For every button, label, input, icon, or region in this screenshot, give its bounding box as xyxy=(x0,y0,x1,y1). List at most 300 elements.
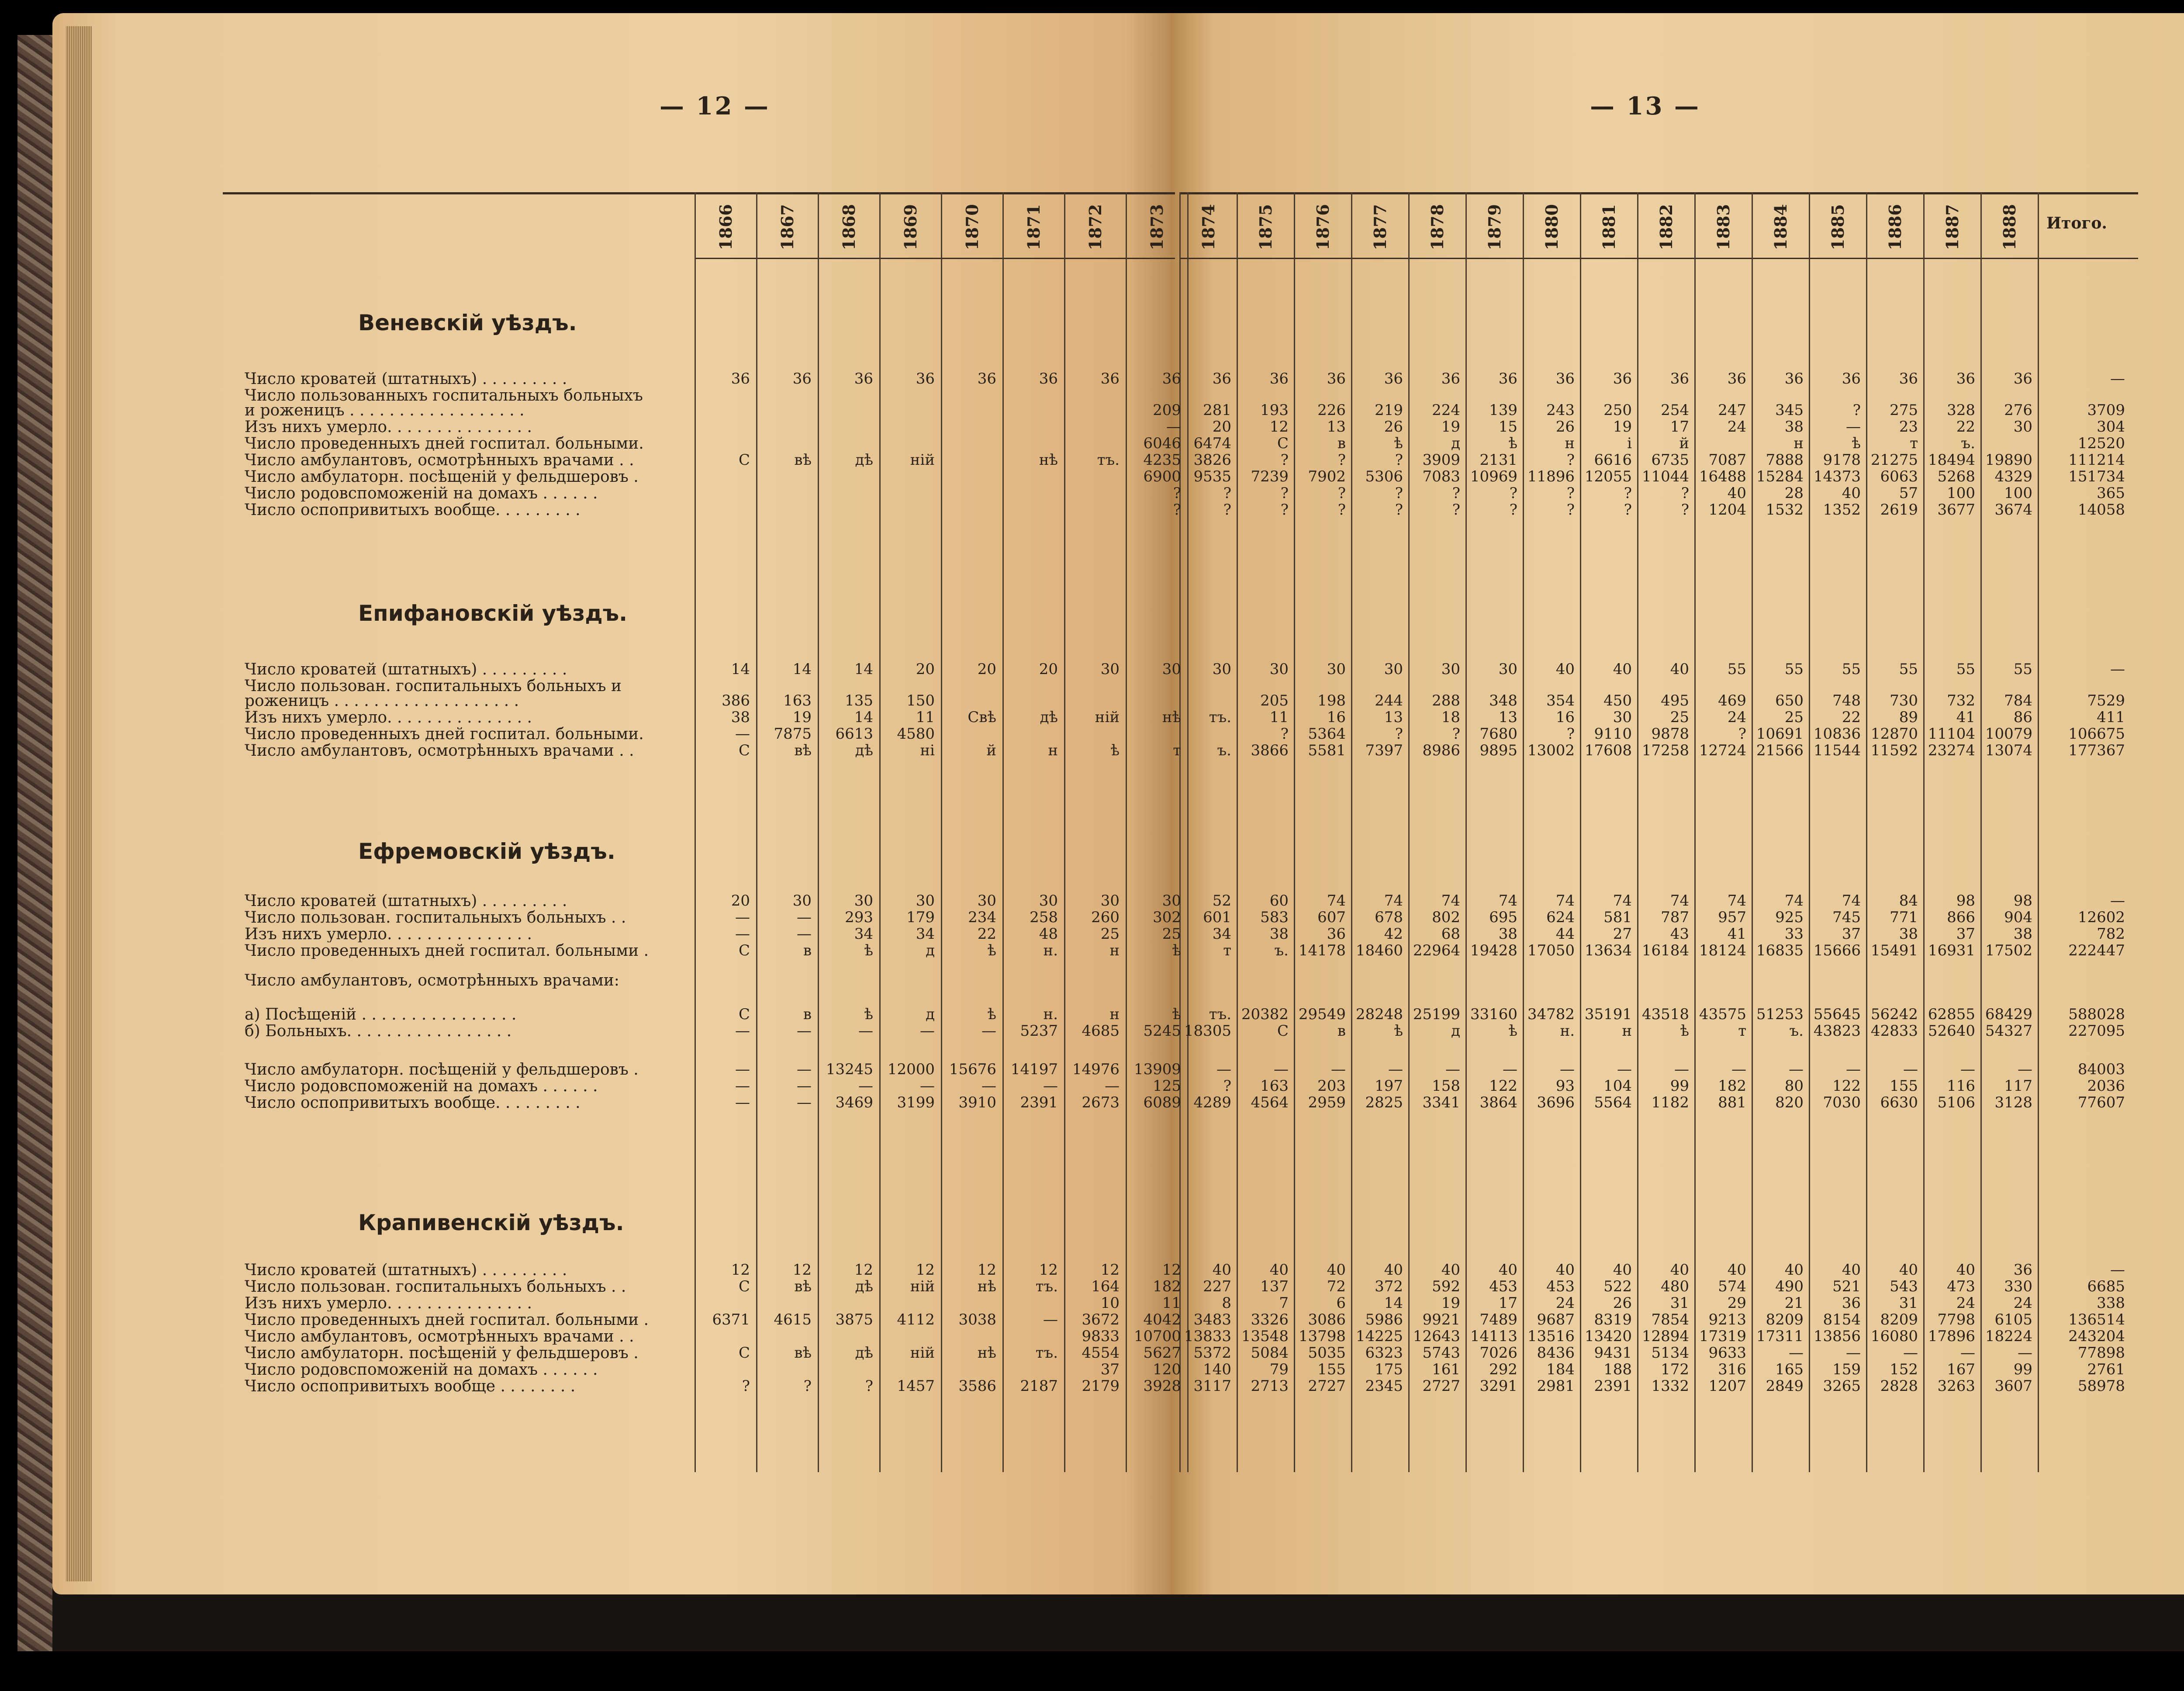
row-label: Число пользован. госпитальныхъ больныхъ . . xyxy=(245,1279,626,1295)
data-cell: ? xyxy=(1337,451,1346,469)
data-cell: 40 xyxy=(1899,1261,1918,1279)
data-cell: 30 xyxy=(1212,660,1231,678)
data-cell: 745 xyxy=(1832,909,1861,926)
data-cell: 338 xyxy=(2097,1294,2125,1312)
row-label: Число проведенныхъ дней госпитал. больными . xyxy=(245,943,649,959)
data-cell: С xyxy=(738,451,750,469)
data-cell: ? xyxy=(1681,501,1689,519)
data-cell: 7397 xyxy=(1365,742,1403,759)
data-cell: 60 xyxy=(1269,892,1289,909)
data-cell: 31 xyxy=(1670,1294,1689,1312)
data-cell: ѣ xyxy=(1680,1022,1689,1040)
data-cell: н. xyxy=(1043,1006,1058,1023)
data-cell: 9431 xyxy=(1594,1344,1632,1362)
data-cell: 40 xyxy=(1727,484,1746,502)
data-cell: С xyxy=(1277,435,1289,452)
data-cell: 74 xyxy=(1784,892,1804,909)
data-cell: 42833 xyxy=(1870,1022,1918,1040)
data-cell: 13798 xyxy=(1298,1328,1346,1345)
data-cell: дѣ xyxy=(1040,709,1058,726)
data-cell: 151734 xyxy=(2068,468,2125,485)
year-header: 1877 xyxy=(1370,204,1390,250)
data-cell: 8209 xyxy=(1880,1311,1918,1328)
data-cell: 17311 xyxy=(1756,1328,1804,1345)
data-cell: 19 xyxy=(1441,418,1460,436)
data-cell: 3586 xyxy=(958,1377,996,1395)
data-cell: 5035 xyxy=(1308,1344,1346,1362)
data-cell: 25 xyxy=(1100,925,1120,943)
data-cell: 243204 xyxy=(2068,1328,2125,1345)
data-cell: 411 xyxy=(2097,709,2125,726)
row-label: а) Посѣщеній . . . . . . . . . . . . . . . . xyxy=(245,1007,517,1023)
data-cell: 84003 xyxy=(2077,1061,2125,1078)
data-cell: 304 xyxy=(2097,418,2125,436)
data-cell: 20382 xyxy=(1241,1006,1289,1023)
data-cell: 4564 xyxy=(1251,1094,1289,1111)
data-cell: — xyxy=(981,1022,996,1040)
data-cell: нѣ xyxy=(977,1344,996,1362)
data-cell: 224 xyxy=(1432,401,1460,419)
data-cell: тъ. xyxy=(1035,1344,1058,1362)
data-cell: 5134 xyxy=(1651,1344,1689,1362)
data-cell: 140 xyxy=(1203,1361,1231,1378)
data-cell: 592 xyxy=(1432,1278,1460,1295)
year-header: 1873 xyxy=(1147,204,1167,250)
data-cell: — xyxy=(735,725,750,743)
data-cell: ѣ xyxy=(864,942,873,959)
data-cell: н xyxy=(1794,435,1804,452)
data-cell: 16931 xyxy=(1928,942,1975,959)
data-cell: 12 xyxy=(1100,1261,1120,1279)
year-header: 1880 xyxy=(1541,204,1562,250)
data-cell: 581 xyxy=(1603,909,1632,926)
total-header: Итого. xyxy=(2046,214,2107,232)
data-cell: ? xyxy=(1566,725,1575,743)
data-cell: 14058 xyxy=(2077,501,2125,519)
data-cell: — xyxy=(735,1022,750,1040)
data-cell: 14373 xyxy=(1813,468,1861,485)
data-cell: 30 xyxy=(1384,660,1403,678)
data-cell: 40 xyxy=(1269,1261,1289,1279)
data-cell: 159 xyxy=(1832,1361,1861,1378)
data-cell: 2391 xyxy=(1020,1094,1058,1111)
data-cell: 6900 xyxy=(1143,468,1181,485)
data-cell: ѣ xyxy=(1508,435,1517,452)
row-label: Число кроватей (штатныхъ) . . . . . . . . . xyxy=(245,371,567,387)
data-cell: в xyxy=(1337,1022,1346,1040)
data-cell: 55 xyxy=(1784,660,1804,678)
data-cell: 14 xyxy=(731,660,750,678)
data-cell: 9633 xyxy=(1708,1344,1746,1362)
data-cell: 38 xyxy=(1784,418,1804,436)
data-cell: 57 xyxy=(1899,484,1918,502)
book-cover-left xyxy=(17,35,52,1651)
data-cell: 275 xyxy=(1890,401,1918,419)
data-cell: 6630 xyxy=(1880,1094,1918,1111)
data-cell: ъ. xyxy=(1789,1022,1804,1040)
data-cell: 86 xyxy=(2013,709,2032,726)
data-cell: 36 xyxy=(731,370,750,387)
data-cell: 8209 xyxy=(1766,1311,1804,1328)
data-cell: 33160 xyxy=(1470,1006,1517,1023)
data-cell: 43823 xyxy=(1813,1022,1861,1040)
data-cell: ѣ xyxy=(1394,435,1403,452)
data-cell: 158 xyxy=(1432,1077,1460,1095)
data-cell: 11544 xyxy=(1813,742,1861,759)
data-cell: 36 xyxy=(1100,370,1120,387)
row-label: Число амбулаторн. посѣщеній у фельдшеровъ . xyxy=(245,1062,639,1078)
data-cell: — xyxy=(858,1077,873,1095)
data-cell: 106675 xyxy=(2068,725,2125,743)
header-bottom-rule-right xyxy=(1179,258,2138,259)
data-cell: 607 xyxy=(1317,909,1346,926)
data-cell: 12 xyxy=(1039,1261,1058,1279)
data-cell: 203 xyxy=(1317,1077,1346,1095)
data-cell: 17 xyxy=(1670,418,1689,436)
data-cell: ? xyxy=(1280,484,1289,502)
data-cell: 98 xyxy=(1956,892,1975,909)
data-cell: 330 xyxy=(2004,1278,2032,1295)
data-cell: 36 xyxy=(854,370,873,387)
data-cell: 17319 xyxy=(1699,1328,1746,1345)
data-cell: — xyxy=(797,1061,812,1078)
data-cell: 10700 xyxy=(1133,1328,1181,1345)
data-cell: 6685 xyxy=(2087,1278,2125,1295)
data-cell: — xyxy=(735,925,750,943)
data-cell: 19 xyxy=(1441,1294,1460,1312)
data-cell: 14 xyxy=(1384,1294,1403,1312)
data-cell: 30 xyxy=(1441,660,1460,678)
data-cell: 24 xyxy=(2013,1294,2032,1312)
data-cell: 26 xyxy=(1613,1294,1632,1312)
data-cell: — xyxy=(1560,1061,1575,1078)
data-cell: 5743 xyxy=(1422,1344,1460,1362)
data-cell: 37 xyxy=(1100,1361,1120,1378)
data-cell: 36 xyxy=(916,370,935,387)
data-cell: ? xyxy=(1509,501,1517,519)
data-cell: 5627 xyxy=(1143,1344,1181,1362)
data-cell: — xyxy=(2018,1344,2032,1362)
year-header: 1885 xyxy=(1828,204,1848,250)
data-cell: 2849 xyxy=(1766,1377,1804,1395)
data-cell: 1532 xyxy=(1766,501,1804,519)
data-cell: 122 xyxy=(1832,1077,1861,1095)
data-cell: 2345 xyxy=(1365,1377,1403,1395)
data-cell: 182 xyxy=(1153,1278,1181,1295)
data-cell: — xyxy=(981,1077,996,1095)
data-cell: 55 xyxy=(1842,660,1861,678)
data-cell: 8986 xyxy=(1422,742,1460,759)
data-cell: ? xyxy=(1280,451,1289,469)
data-cell: 40 xyxy=(1670,660,1689,678)
data-cell: 163 xyxy=(783,692,812,709)
data-cell: 22 xyxy=(977,925,996,943)
data-cell: 12 xyxy=(916,1261,935,1279)
data-cell: 8 xyxy=(1222,1294,1231,1312)
data-cell: 74 xyxy=(1727,892,1746,909)
data-cell: 135 xyxy=(845,692,873,709)
data-cell: — xyxy=(1846,1061,1861,1078)
data-cell: 36 xyxy=(1842,370,1861,387)
data-cell: 30 xyxy=(854,892,873,909)
data-cell: 48 xyxy=(1039,925,1058,943)
data-cell: д xyxy=(1451,1022,1460,1040)
data-cell: 34782 xyxy=(1527,1006,1575,1023)
data-cell: 10 xyxy=(1100,1294,1120,1312)
data-cell: 42 xyxy=(1384,925,1403,943)
data-cell: 521 xyxy=(1832,1278,1861,1295)
data-cell: 184 xyxy=(1546,1361,1575,1378)
data-cell: 12870 xyxy=(1870,725,1918,743)
data-cell: ? xyxy=(1395,725,1403,743)
data-cell: — xyxy=(1903,1061,1918,1078)
data-cell: 30 xyxy=(1100,660,1120,678)
data-cell: 2187 xyxy=(1020,1377,1058,1395)
data-cell: 13 xyxy=(1384,709,1403,726)
data-cell: 292 xyxy=(1489,1361,1517,1378)
data-cell: 495 xyxy=(1661,692,1689,709)
data-cell: 281 xyxy=(1203,401,1231,419)
data-cell: 7030 xyxy=(1823,1094,1861,1111)
data-cell: н xyxy=(1109,942,1120,959)
data-cell: 74 xyxy=(1327,892,1346,909)
data-cell: т xyxy=(1223,942,1231,959)
data-cell: ? xyxy=(1337,484,1346,502)
data-cell: 226 xyxy=(1317,401,1346,419)
row-label: Число оспопривитыхъ вообще. . . . . . . . . xyxy=(245,502,581,518)
data-cell: ѣ xyxy=(987,1006,996,1023)
data-cell: 30 xyxy=(1498,660,1517,678)
data-cell: 9878 xyxy=(1651,725,1689,743)
data-cell: 2673 xyxy=(1082,1094,1120,1111)
data-cell: 9535 xyxy=(1193,468,1231,485)
year-header: 1866 xyxy=(715,204,736,250)
data-cell: 20 xyxy=(731,892,750,909)
data-cell: 21566 xyxy=(1756,742,1804,759)
data-cell: 881 xyxy=(1718,1094,1746,1111)
data-cell: нѣ xyxy=(1039,451,1058,469)
data-cell: 784 xyxy=(2004,692,2032,709)
data-cell: Свѣ xyxy=(968,709,996,726)
data-cell: 3117 xyxy=(1193,1377,1231,1395)
data-cell: н xyxy=(1048,742,1058,759)
data-cell: 624 xyxy=(1546,909,1575,926)
data-cell: 6089 xyxy=(1143,1094,1181,1111)
data-cell: 473 xyxy=(1947,1278,1975,1295)
row-label: Число амбулантовъ, осмотрѣнныхъ врачами . . xyxy=(245,1329,634,1345)
data-cell: 36 xyxy=(1498,370,1517,387)
data-cell: 30 xyxy=(1039,892,1058,909)
data-cell: 19 xyxy=(792,709,812,726)
data-cell: 9213 xyxy=(1708,1311,1746,1328)
data-cell: 197 xyxy=(1375,1077,1403,1095)
data-cell: 36 xyxy=(1555,370,1575,387)
data-cell: 40 xyxy=(1498,1261,1517,1279)
data-cell: 16184 xyxy=(1641,942,1689,959)
data-cell: — xyxy=(920,1077,935,1095)
data-cell: 14 xyxy=(854,660,873,678)
data-cell: 205 xyxy=(1260,692,1289,709)
data-cell: 36 xyxy=(1670,370,1689,387)
data-cell: 453 xyxy=(1489,1278,1517,1295)
data-cell: С xyxy=(738,1006,750,1023)
data-cell: 13002 xyxy=(1527,742,1575,759)
data-cell: 904 xyxy=(2004,909,2032,926)
data-cell: 13420 xyxy=(1584,1328,1632,1345)
data-cell: 15 xyxy=(1498,418,1517,436)
data-cell: 1457 xyxy=(897,1377,935,1395)
section-title: Веневскій уѣздъ. xyxy=(358,310,577,335)
data-cell: 9895 xyxy=(1479,742,1517,759)
data-cell: 748 xyxy=(1832,692,1861,709)
data-cell: 136514 xyxy=(2068,1311,2125,1328)
data-cell: 12055 xyxy=(1584,468,1632,485)
data-cell: 193 xyxy=(1260,401,1289,419)
data-cell: 372 xyxy=(1375,1278,1403,1295)
data-cell: дѣ xyxy=(855,1344,873,1362)
data-cell: дѣ xyxy=(855,451,873,469)
data-cell: 12724 xyxy=(1699,742,1746,759)
year-header: 1868 xyxy=(839,204,859,250)
data-cell: 104 xyxy=(1603,1077,1632,1095)
data-cell: — xyxy=(920,1022,935,1040)
data-cell: 5268 xyxy=(1937,468,1975,485)
data-cell: С xyxy=(738,942,750,959)
data-cell: 7680 xyxy=(1479,725,1517,743)
data-cell: тъ. xyxy=(1209,709,1231,726)
data-cell: 386 xyxy=(722,692,750,709)
data-cell: 30 xyxy=(1162,892,1181,909)
data-cell: 22 xyxy=(1956,418,1975,436)
data-cell: 175 xyxy=(1375,1361,1403,1378)
row-label: Число проведенныхъ дней госпитал. больными . xyxy=(245,1312,649,1328)
data-cell: 55 xyxy=(2013,660,2032,678)
data-cell: 36 xyxy=(1327,370,1346,387)
data-cell: ? xyxy=(1223,1077,1231,1095)
data-cell: 2828 xyxy=(1880,1377,1918,1395)
data-cell: 345 xyxy=(1775,401,1804,419)
data-cell: 2713 xyxy=(1251,1377,1289,1395)
data-cell: 29 xyxy=(1727,1294,1746,1312)
data-cell: 55 xyxy=(1899,660,1918,678)
data-cell: — xyxy=(1960,1344,1975,1362)
data-cell: 38 xyxy=(731,709,750,726)
data-cell: 36 xyxy=(1327,925,1346,943)
data-cell: 43575 xyxy=(1699,1006,1746,1023)
data-cell: ъ. xyxy=(1217,742,1231,759)
table-top-rule-right xyxy=(1179,192,2138,194)
data-cell: т xyxy=(1738,1022,1746,1040)
data-cell: 18 xyxy=(1441,709,1460,726)
data-cell: 4112 xyxy=(897,1311,935,1328)
data-cell: 12643 xyxy=(1413,1328,1460,1345)
data-cell: 11592 xyxy=(1870,742,1918,759)
data-cell: 99 xyxy=(2013,1361,2032,1378)
data-cell: 30 xyxy=(1327,660,1346,678)
data-cell: 3086 xyxy=(1308,1311,1346,1328)
data-cell: 44 xyxy=(1555,925,1575,943)
data-cell: 293 xyxy=(845,909,873,926)
data-cell: 3128 xyxy=(1994,1094,2032,1111)
data-cell: 74 xyxy=(1555,892,1575,909)
data-cell: 302 xyxy=(1153,909,1181,926)
data-cell: ѣ xyxy=(1172,1006,1181,1023)
data-cell: 26 xyxy=(1384,418,1403,436)
data-cell: 13 xyxy=(1327,418,1346,436)
data-cell: 23274 xyxy=(1928,742,1975,759)
data-cell: 172 xyxy=(1661,1361,1689,1378)
data-cell: 490 xyxy=(1775,1278,1804,1295)
data-cell: 22964 xyxy=(1413,942,1460,959)
data-cell: 38 xyxy=(1899,925,1918,943)
row-label: Число проведенныхъ дней госпитал. больными. xyxy=(245,726,644,742)
data-cell: 3866 xyxy=(1251,742,1289,759)
data-cell: ? xyxy=(803,1377,812,1395)
data-cell: ? xyxy=(1173,501,1181,519)
data-cell: 5237 xyxy=(1020,1022,1058,1040)
data-cell: н xyxy=(1565,435,1575,452)
data-cell: 55645 xyxy=(1813,1006,1861,1023)
data-cell: 40 xyxy=(1384,1261,1403,1279)
data-cell: 62855 xyxy=(1928,1006,1975,1023)
data-cell: 328 xyxy=(1947,401,1975,419)
data-cell: вѣ xyxy=(794,1278,812,1295)
data-cell: ѣ xyxy=(1852,435,1861,452)
data-cell: 38 xyxy=(1498,925,1517,943)
data-cell: тъ. xyxy=(1097,451,1120,469)
data-cell: н xyxy=(1622,1022,1632,1040)
data-cell: 100 xyxy=(1947,484,1975,502)
header-bottom-rule-left xyxy=(695,258,1175,259)
data-cell: ? xyxy=(1395,501,1403,519)
data-cell: і xyxy=(1627,435,1632,452)
data-cell: 14197 xyxy=(1010,1061,1058,1078)
data-cell: й xyxy=(1679,435,1689,452)
data-cell: 34 xyxy=(1212,925,1231,943)
data-cell: 21275 xyxy=(1870,451,1918,469)
data-cell: 5106 xyxy=(1937,1094,1975,1111)
data-cell: — xyxy=(2018,1061,2032,1078)
data-cell: нѣ xyxy=(977,1278,996,1295)
data-cell: 19890 xyxy=(1985,451,2032,469)
data-cell: — xyxy=(1043,1311,1058,1328)
data-cell: 15676 xyxy=(949,1061,996,1078)
data-cell: 27 xyxy=(1613,925,1632,943)
data-cell: 40 xyxy=(1327,1261,1346,1279)
data-cell: 125 xyxy=(1153,1077,1181,1095)
data-cell: в xyxy=(803,942,812,959)
data-cell: дѣ xyxy=(855,742,873,759)
data-cell: 3696 xyxy=(1537,1094,1575,1111)
data-cell: 2981 xyxy=(1537,1377,1575,1395)
data-cell: 6735 xyxy=(1651,451,1689,469)
data-cell: 74 xyxy=(1441,892,1460,909)
data-cell: 161 xyxy=(1432,1361,1460,1378)
data-cell: 93 xyxy=(1555,1077,1575,1095)
data-cell: 3469 xyxy=(835,1094,873,1111)
data-cell: 7529 xyxy=(2087,692,2125,709)
data-cell: й xyxy=(986,742,996,759)
data-cell: 18305 xyxy=(1184,1022,1231,1040)
data-cell: ній xyxy=(910,1344,935,1362)
data-cell: 2036 xyxy=(2087,1077,2125,1095)
data-cell: 30 xyxy=(1162,660,1181,678)
data-cell: — xyxy=(1388,1061,1403,1078)
data-cell: 179 xyxy=(906,909,935,926)
data-cell: 36 xyxy=(1441,370,1460,387)
data-cell: 38 xyxy=(2013,925,2032,943)
data-cell: 139 xyxy=(1489,401,1517,419)
